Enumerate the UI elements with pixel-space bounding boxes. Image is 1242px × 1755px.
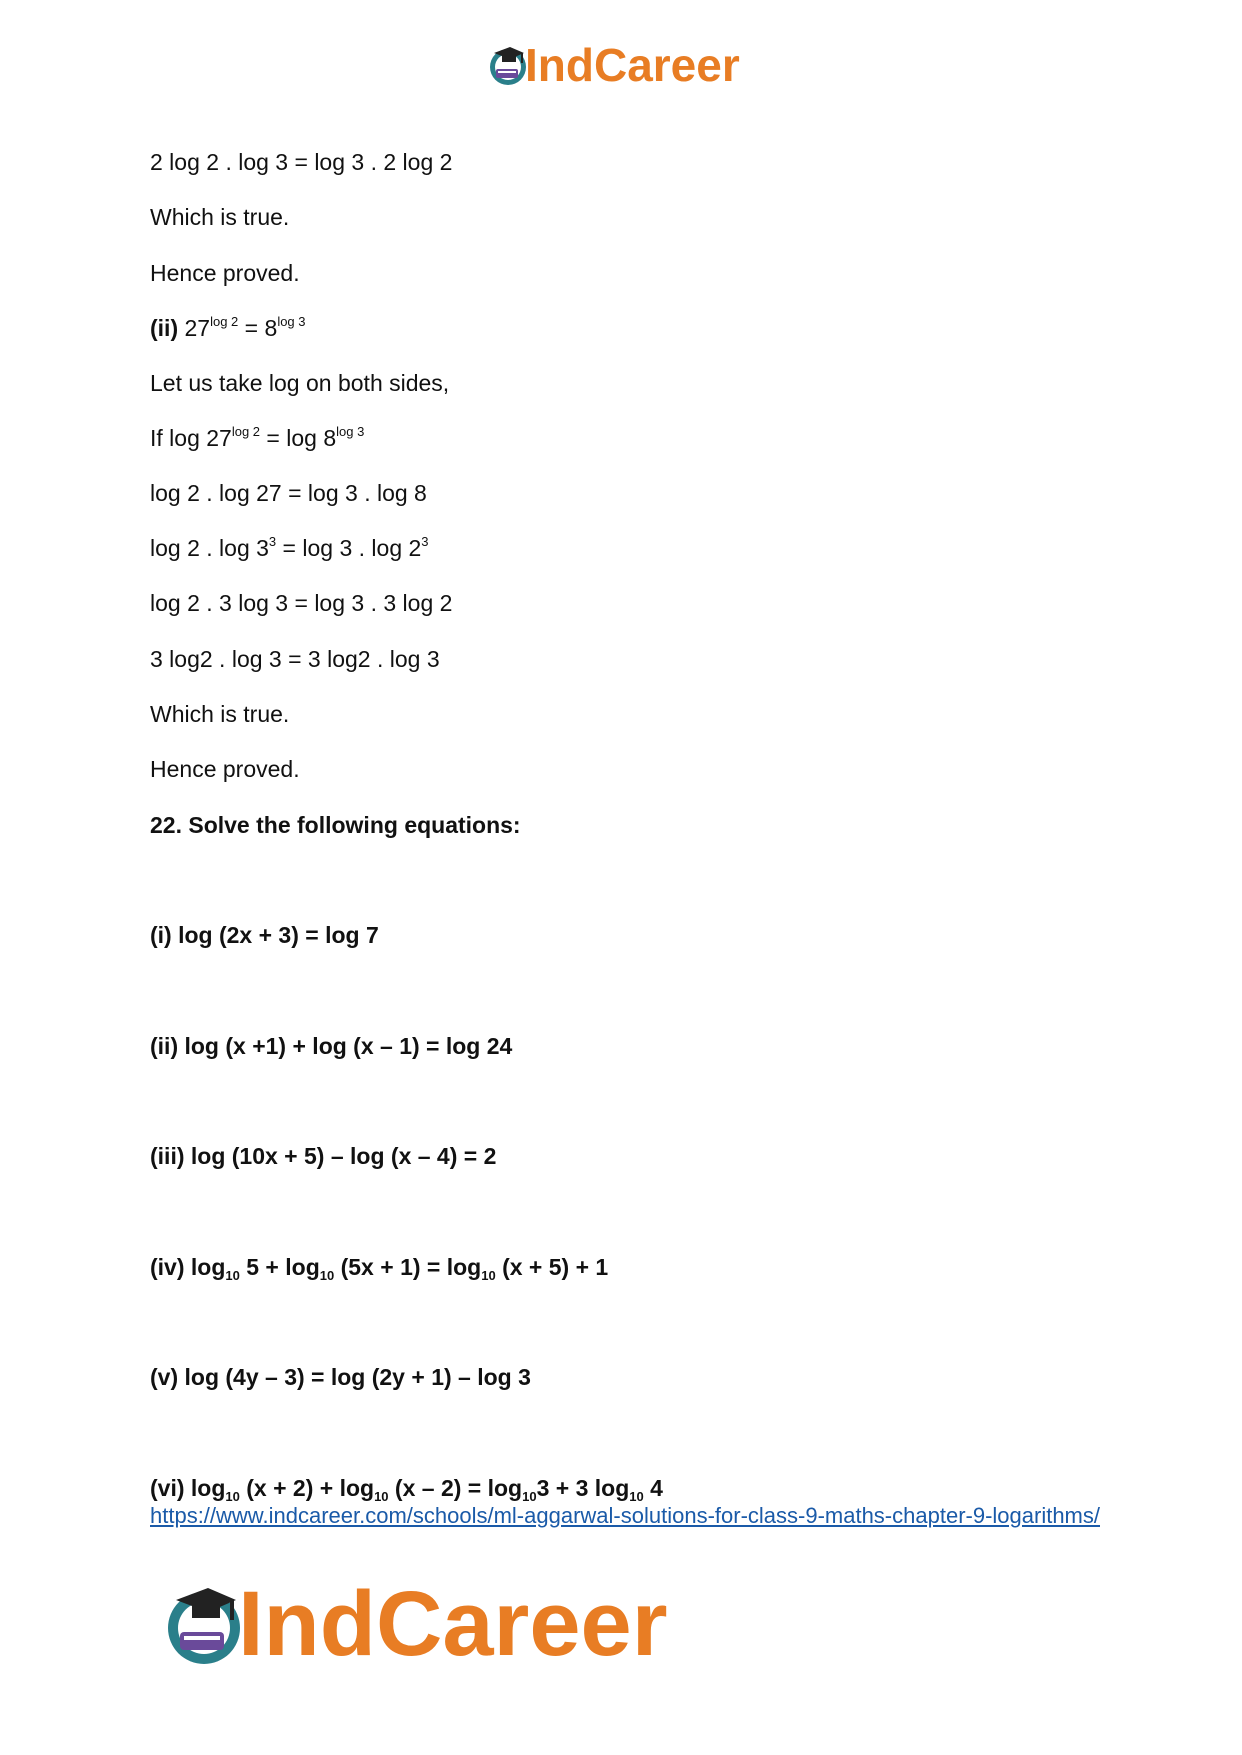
equation-i: (i) log (2x + 3) = log 7 bbox=[150, 922, 379, 948]
text-line: 3 log2 . log 3 = 3 log2 . log 3 bbox=[150, 646, 440, 672]
text-line: log 2 . log 27 = log 3 . log 8 bbox=[150, 480, 427, 506]
logo-wordmark: IndCareer bbox=[238, 1573, 668, 1675]
equation-iii: (iii) log (10x + 5) – log (x – 4) = 2 bbox=[150, 1143, 497, 1169]
text-line: 2 log 2 . log 3 = log 3 . 2 log 2 bbox=[150, 149, 453, 175]
subpart-label: (ii) bbox=[150, 315, 179, 341]
text-line: log 2 . $\log 3^3 = \log 3$ . $\log 2^3$ bbox=[150, 534, 429, 561]
equation-ii: (ii) log (x +1) + log (x – 1) = log 24 bbox=[150, 1033, 513, 1059]
text-line: Which is true. bbox=[150, 701, 290, 727]
equation-iv: (iv) $\log_{10} 5 + \log_{10} (5x + 1) = \log_{10} (x + 5) + 1$ bbox=[150, 1254, 609, 1283]
equation-vi: (vi) $\log_{10} (x + 2) + \log_{10} (x - 2) = \log_{10}3 + 3$ $\log_{10} 4$ bbox=[150, 1475, 663, 1504]
text-line: Hence proved. bbox=[150, 260, 300, 286]
text-line: Hence proved. bbox=[150, 756, 300, 782]
equation-v: (v) log (4y – 3) = log (2y + 1) – log 3 bbox=[150, 1364, 531, 1390]
question-heading: 22. Solve the following equations: bbox=[150, 812, 521, 838]
graduation-cap-book-globe-icon bbox=[486, 43, 530, 87]
indcareer-logo-bottom bbox=[160, 1573, 668, 1675]
text-line: log 2 . 3 log 3 = log 3 . 3 log 2 bbox=[150, 590, 453, 616]
indcareer-logo-top bbox=[486, 39, 740, 91]
text-line: Which is true. bbox=[150, 204, 290, 230]
source-link[interactable]: https://www.indcareer.com/schools/ml-aggarwal-solutions-for-class-9-maths-chapter-9-logarithms/ bbox=[150, 1503, 1100, 1528]
graduation-cap-book-globe-icon bbox=[160, 1580, 248, 1668]
text-line: If $\log 27^{log 2} = \log 8^{log 3}$ bbox=[150, 424, 365, 451]
text-line: Let us take log on both sides, bbox=[150, 370, 450, 396]
subpart-ii: (ii) $27^{log 2} = 8^{log 3}$ bbox=[150, 314, 306, 341]
logo-wordmark: IndCareer bbox=[525, 39, 740, 91]
